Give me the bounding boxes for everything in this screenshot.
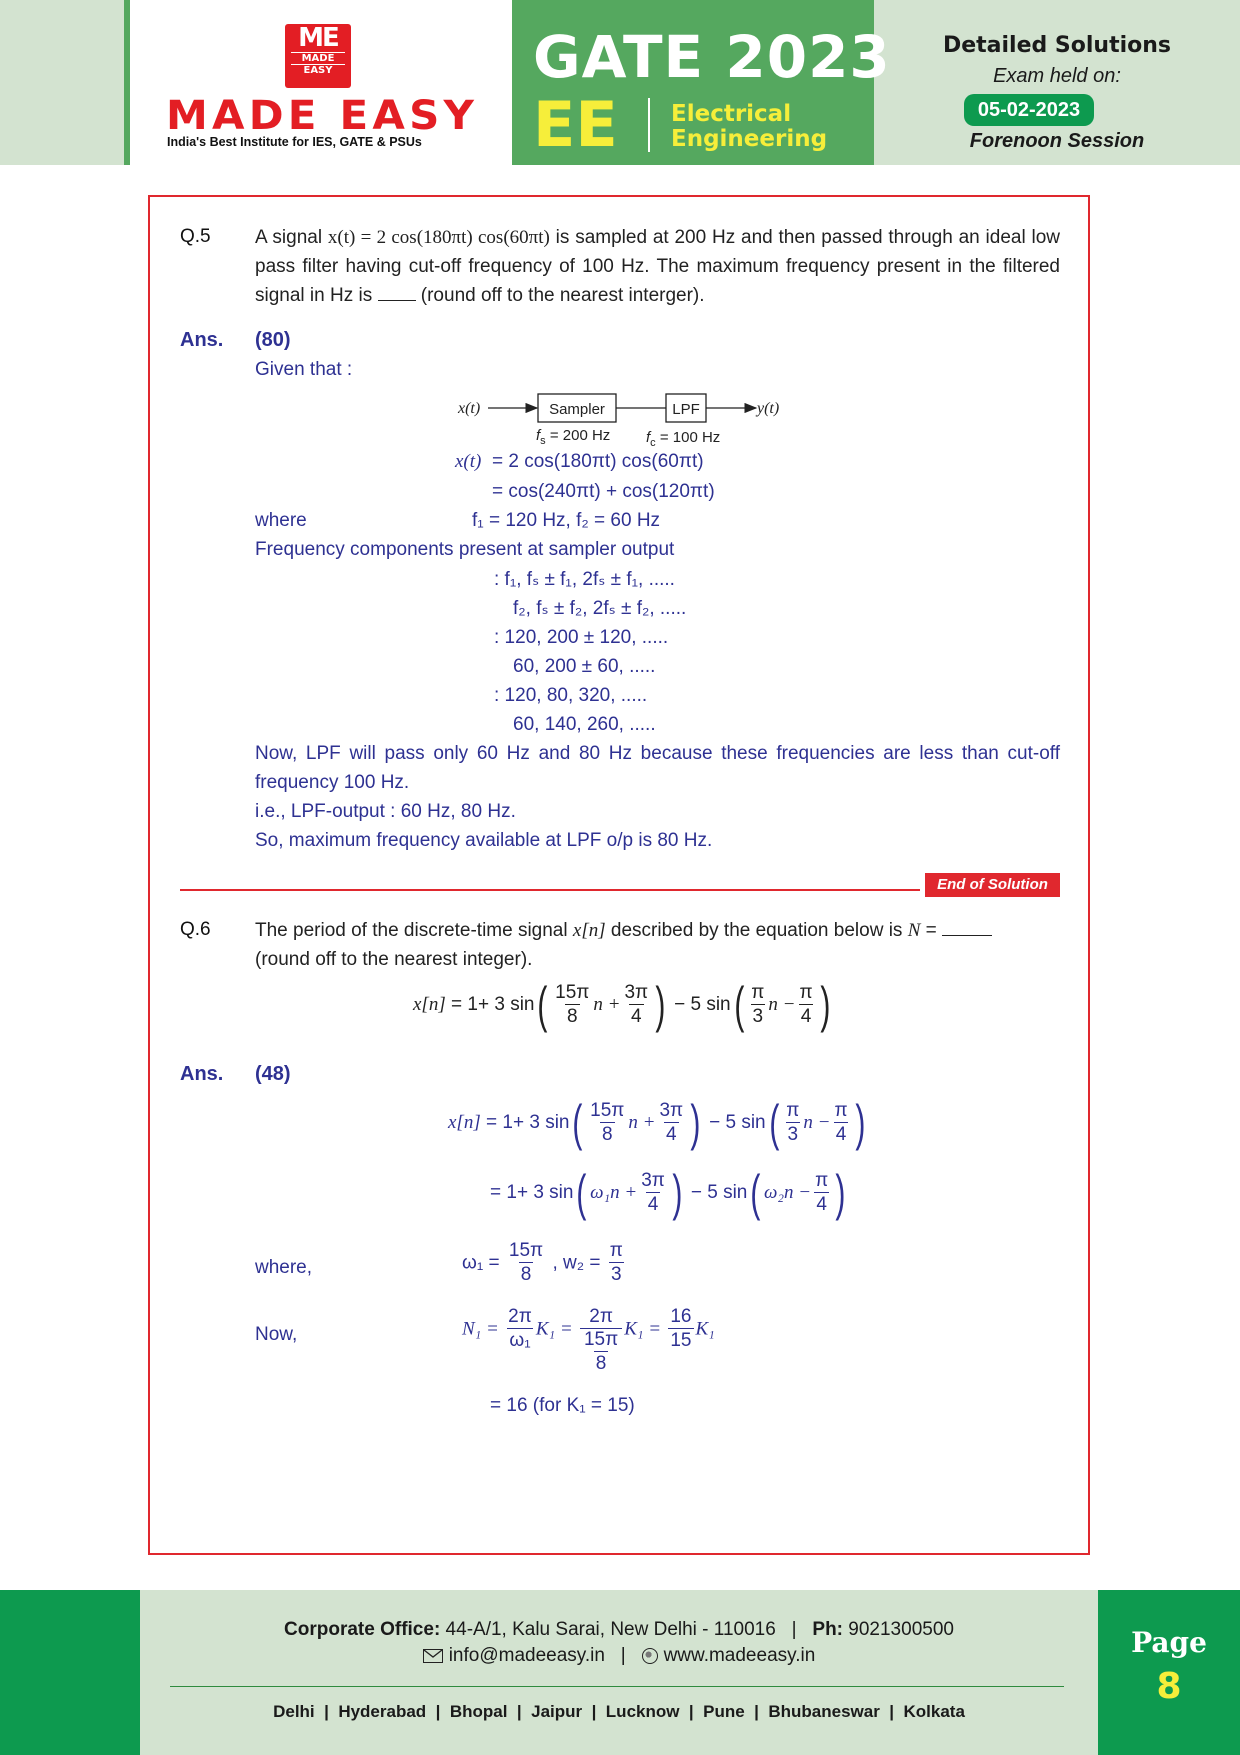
footer-email-link[interactable]: info@madeeasy.in [448, 1645, 605, 1666]
footer-city: Pune [703, 1702, 745, 1721]
city-separator: | [879, 1702, 904, 1721]
q6-solution-line1: x[n] = 1+ 3 sin( $\frac{15\pi}{8}$ n + $\frac{3\pi}{4}$ ) − 5 sin( $\frac{\pi}{3}$ n − $\frac{\pi}{4}$ ) [448, 1095, 865, 1151]
city-separator: | [582, 1702, 606, 1721]
q5-eq1-lhs: x(t) [455, 451, 482, 472]
exam-held-label: Exam held on: [993, 65, 1121, 87]
q5-comp-row-6: 60, 140, 260, ..... [513, 714, 656, 735]
footer-city: Hyderabad [338, 1702, 427, 1721]
diagram-sampler-label: Sampler [549, 401, 605, 418]
q5-comp-row-2: f₂, fₛ ± f₂, 2fₛ ± f₂, ..... [513, 598, 687, 619]
footer-city: Bhopal [449, 1702, 508, 1721]
brand-name: MADE EASY [166, 93, 479, 139]
q5-ans-label: Ans. [180, 329, 224, 351]
footer-city: Bhubaneswar [768, 1702, 880, 1721]
q5-text-2: is sampled at 200 Hz and then passed through an ideal low pass filter having cut-off frequency of 100 Hz. The maximum frequency present in the filtered signal in Hz is [255, 227, 1061, 306]
city-separator: | [426, 1702, 450, 1721]
q6-omega-line: ω₁ = $\frac{15\pi}{8}$ , w₂ = $\frac{\pi}{3}$ [462, 1240, 623, 1285]
gate-title: GATE 2023 [533, 23, 891, 91]
q6-text-4: (round off to the nearest integer). [255, 949, 533, 970]
q6-solution-line2: = 1+ 3 sin( ω₁n + $\frac{3\pi}{4}$ ) − 5 sin( ω₂n − $\frac{\pi}{4}$ ) [490, 1165, 846, 1221]
solutions-title: Detailed Solutions [942, 33, 1172, 58]
branch-name-line2: Engineering [671, 126, 828, 152]
q5-text-3: (round off to the nearest interger). [415, 285, 705, 306]
q6-where: where, [255, 1257, 313, 1278]
q6-period-line: N₁ = $\frac{2\pi}{\text{ω₁}}$ K₁ = $\frac{2\pi}{\frac{15\pi}{8}}$ K₁ = $\frac{16}{15}$ K₁ [462, 1306, 715, 1374]
city-separator: | [314, 1702, 339, 1721]
q5-conclusion-1: Now, LPF will pass only 60 Hz and 80 Hz because these frequencies are less than cut-off frequency 100 Hz. [255, 743, 1060, 793]
footer-cities [140, 1702, 1098, 1722]
city-separator: | [507, 1702, 532, 1721]
q5-blank [378, 286, 416, 301]
logo-easy: EASY [291, 64, 345, 76]
end-of-solution-rule [180, 889, 920, 891]
globe-icon [642, 1648, 658, 1664]
q5-question [255, 223, 1060, 310]
q6-ans-label: Ans. [180, 1063, 224, 1085]
made-easy-logo-icon [285, 24, 351, 88]
q5-freqs: f₁ = 120 Hz, f₂ = 60 Hz [472, 510, 661, 531]
q6-signal: x[n] [572, 920, 606, 941]
q6-N: N [907, 920, 921, 941]
q6-text-3: = [920, 920, 943, 941]
footer-city: Lucknow [605, 1702, 680, 1721]
city-separator: | [744, 1702, 769, 1721]
q6-question [255, 916, 1060, 974]
q5-where: where [255, 510, 307, 531]
q6-answer: (48) [255, 1063, 291, 1085]
page-label: Page [1131, 1626, 1207, 1659]
footer-sep: | [620, 1645, 626, 1666]
q6-blank [942, 921, 992, 936]
q6-result: = 16 (for K₁ = 15) [490, 1395, 635, 1416]
footer-contact-row [140, 1616, 1098, 1667]
q5-conclusion-2: i.e., LPF-output : 60 Hz, 80 Hz. [255, 801, 516, 822]
exam-date-badge: 05-02-2023 [964, 94, 1094, 126]
q5-eq2-rhs: = cos(240πt) + cos(120πt) [492, 481, 715, 502]
brand-tagline: India's Best Institute for IES, GATE & PSUs [167, 135, 422, 149]
q5-number: Q.5 [180, 226, 211, 247]
q5-answer: (80) [255, 329, 291, 351]
mail-icon [423, 1649, 443, 1663]
page-number: 8 [1156, 1666, 1182, 1707]
diagram-input: x(t) [458, 400, 481, 417]
q5-comp-row-5: : 120, 80, 320, ..... [494, 685, 648, 706]
q5-signal: x(t) = 2 cos(180πt) cos(60πt) [327, 227, 550, 248]
diagram-fs: $f_s = 200$ Hz [536, 427, 611, 447]
q5-eq1-rhs: = 2 cos(180πt) cos(60πt) [492, 451, 704, 472]
q5-block-diagram [450, 388, 790, 448]
footer-city: Delhi [273, 1702, 315, 1721]
q6-now: Now, [255, 1324, 298, 1345]
footer-rule [170, 1686, 1064, 1687]
footer-city: Kolkata [903, 1702, 965, 1721]
session-label: Forenoon Session [969, 130, 1145, 152]
q5-given: Given that : [255, 359, 353, 380]
q5-comp-row-1: : f₁, fₛ ± f₁, 2fₛ ± f₁, ..... [494, 569, 675, 590]
q5-text-1: A signal [255, 227, 328, 248]
footer-left-panel [0, 1590, 140, 1755]
footer-corporate: Corporate Office: 44-A/1, Kalu Sarai, New Delhi - 110016 | Ph: 9021300500 [284, 1619, 954, 1640]
q6-equation: x[n] = 1+ 3 sin( $\frac{15\pi}{8}$ n + $\frac{3\pi}{4}$ ) − 5 sin( $\frac{\pi}{3}$ n − $\frac{\pi}{4}$ ) [413, 977, 830, 1033]
q6-text-1: The period of the discrete-time signal [255, 920, 573, 941]
city-separator: | [679, 1702, 704, 1721]
branch-name-line1: Electrical [671, 101, 792, 127]
footer-city: Jaipur [531, 1702, 583, 1721]
diagram-output: y(t) [757, 400, 780, 417]
footer-center-panel [140, 1590, 1098, 1755]
header-left-tint [0, 0, 124, 165]
logo-made: MADE [291, 52, 345, 64]
footer-website-link[interactable]: www.madeeasy.in [663, 1645, 816, 1666]
q5-conclusion-3: So, maximum frequency available at LPF o/p is 80 Hz. [255, 830, 713, 851]
q5-components-title: Frequency components present at sampler output [255, 539, 675, 560]
q5-comp-row-4: 60, 200 ± 60, ..... [513, 656, 656, 677]
diagram-lpf-label: LPF [672, 401, 700, 418]
logo-mark: ME [298, 23, 338, 53]
diagram-fc: $f_c = 100$ Hz [646, 429, 721, 448]
q6-text-2: described by the equation below is [605, 920, 908, 941]
branch-divider [648, 98, 650, 152]
q6-number: Q.6 [180, 919, 211, 940]
end-of-solution-tag: End of Solution [925, 873, 1060, 897]
q5-comp-row-3: : 120, 200 ± 120, ..... [494, 627, 669, 648]
branch-code: EE [533, 88, 618, 161]
